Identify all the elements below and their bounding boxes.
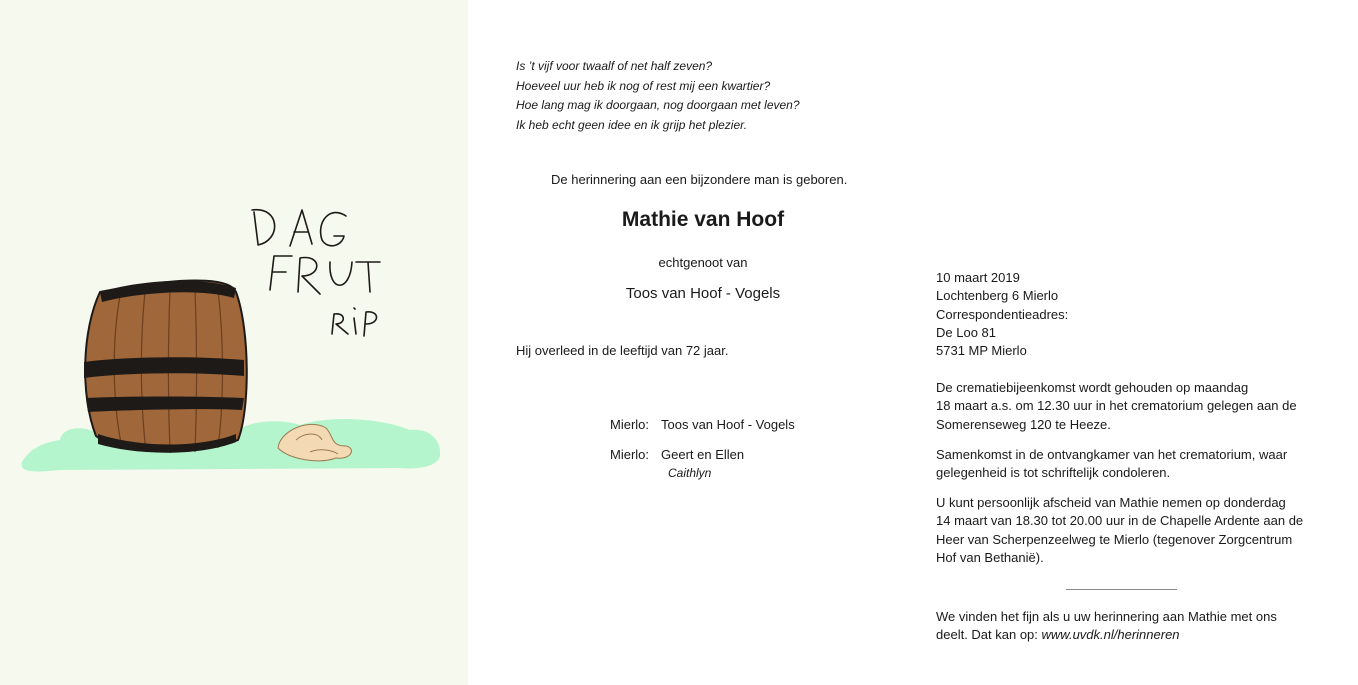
barrel-illustration: [0, 0, 468, 685]
death-date: 10 maart 2019: [936, 270, 1020, 285]
paragraph-line: 18 maart a.s. om 12.30 uur in het crematorium gelegen aan de: [936, 398, 1297, 414]
intro-text: De herinnering aan een bijzondere man is geboren.: [551, 172, 848, 187]
deceased-name: Mathie van Hoof: [621, 208, 785, 231]
paragraph-line: U kunt persoonlijk afscheid van Mathie nemen op donderdag: [936, 495, 1286, 510]
paragraph-line: We vinden het fijn als u uw herinnering aan Mathie met ons: [936, 609, 1277, 624]
age-text: Hij overleed in de leeftijd van 72 jaar.: [516, 343, 729, 358]
paragraph-line: De crematiebijeenkomst wordt gehouden op maandag: [936, 380, 1249, 395]
divider-line: [1066, 589, 1177, 590]
details-block: [936, 269, 1316, 360]
spouse-name: Toos van Hoof - Vogels: [625, 285, 781, 302]
relative-names: Toos van Hoof - Vogels: [661, 417, 795, 432]
paragraph-line: Somerenseweg 120 te Heeze.: [936, 416, 1111, 432]
illustration-panel: [0, 0, 468, 685]
relative-place: Mierlo:: [610, 417, 650, 432]
residence-address: Lochtenberg 6 Mierlo: [936, 288, 1059, 304]
gathering-paragraph: [936, 446, 1316, 483]
relative-place: Mierlo:: [610, 447, 650, 462]
poem-line: Hoe lang mag ik doorgaan, nog doorgaan met leven?: [516, 98, 800, 112]
poem-line: Is ’t vijf voor twaalf of net half zeven?: [516, 59, 713, 73]
relative-sub: Caithlyn: [668, 466, 712, 480]
paragraph-line: 14 maart van 18.30 tot 20.00 uur in de Chapelle Ardente aan de: [936, 513, 1304, 529]
correspondence-city: 5731 MP Mierlo: [936, 343, 1027, 359]
memory-link[interactable]: www.uvdk.nl/herinneren: [1041, 627, 1180, 643]
correspondence-label: Correspondentieadres:: [936, 306, 1069, 322]
paragraph-line: Samenkomst in de ontvangkamer van het crematorium, waar: [936, 447, 1288, 462]
poem-line: Ik heb echt geen idee en ik grijp het plezier.: [516, 117, 748, 132]
correspondence-street: De Loo 81: [936, 324, 996, 340]
paragraph-line: Hof van Bethanië).: [936, 549, 1044, 565]
poem: [516, 57, 800, 135]
memory-paragraph: [936, 608, 1316, 645]
paragraph-line: [936, 626, 1316, 644]
cremation-paragraph: [936, 379, 1316, 434]
poem-line: Hoeveel uur heb ik nog of rest mij een kwartier?: [516, 78, 771, 93]
farewell-paragraph: [936, 494, 1316, 567]
paragraph-line: Heer van Scherpenzeelweg te Mierlo (tegenover Zorgcentrum: [936, 531, 1293, 547]
paragraph-line: gelegenheid is tot schriftelijk condoleren.: [936, 465, 1171, 481]
relative-names: Geert en Ellen: [661, 447, 745, 462]
spouse-label: echtgenoot van: [658, 255, 748, 270]
memory-prefix: deelt. Dat kan op:: [936, 627, 1042, 643]
